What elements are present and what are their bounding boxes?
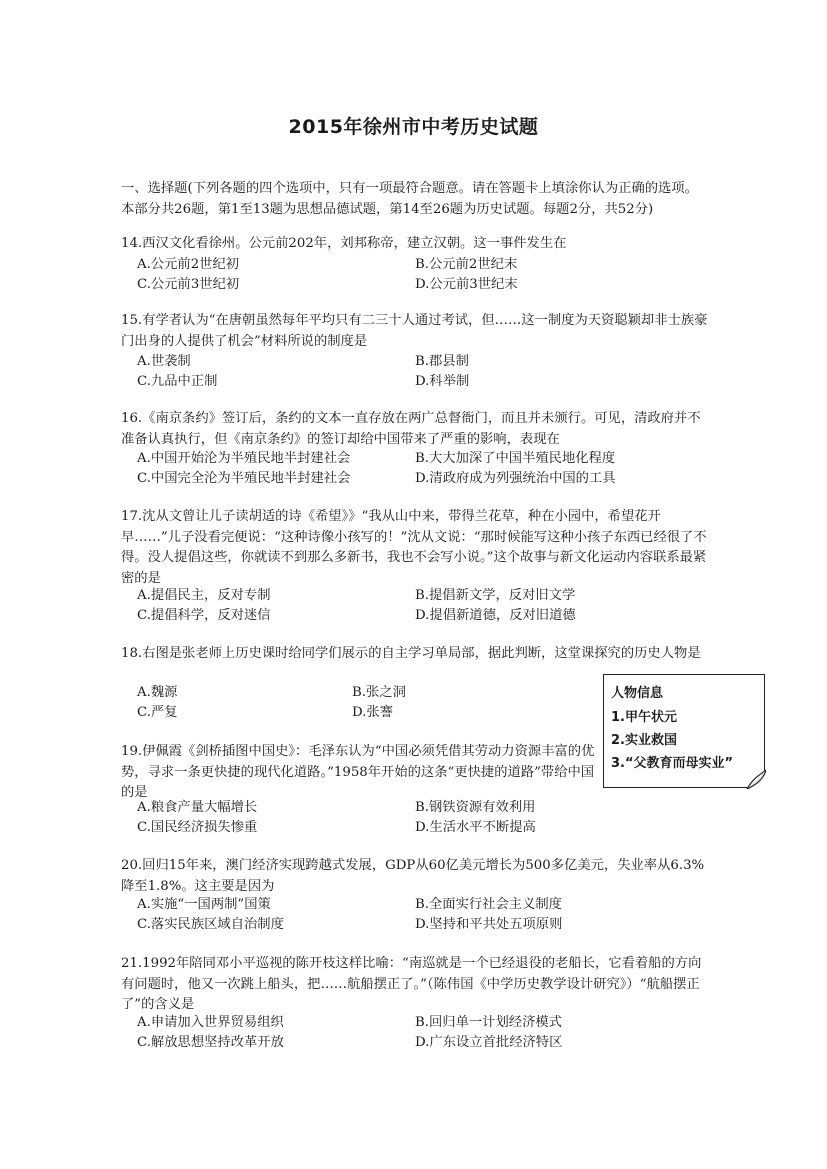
option-a: A.公元前2世纪初 — [137, 257, 240, 272]
option-b: B.郡县制 — [415, 354, 469, 369]
option-c: C.九品中正制 — [137, 374, 218, 390]
option-b: B.张之洞 — [352, 685, 406, 700]
question-17-options — [137, 586, 697, 626]
option-d: D.科举制 — [415, 374, 470, 390]
option-d: D.生活水平不断提高 — [415, 820, 536, 836]
option-c: C.公元前3世纪初 — [137, 277, 240, 293]
option-a: A.世袭制 — [137, 354, 191, 369]
option-a: A.魏源 — [137, 685, 178, 700]
option-c: C.严复 — [137, 705, 178, 721]
option-d: D.清政府成为列强统治中国的工具 — [415, 471, 616, 487]
option-b: B.回归单一计划经济模式 — [415, 1015, 562, 1030]
section-intro: 一、选择题(下列各题的四个选项中，只有一项最符合题意。请在答题卡上填涂你认为正确的选项。本部分共26题，第1至13题为思想品德试题，第14至26题为历史试题。每题2分，共52分) — [121, 181, 698, 217]
question-18-options — [137, 683, 567, 723]
option-d: D.坚持和平共处五项原则 — [415, 917, 563, 933]
question-17-stem: 17.沈从文曾让儿子读胡适的诗《希望》》“我从山中来，带得兰花草，种在小园中，希望花开早……”儿子没看完便说：“这种诗像小孩写的！”沈从文说：“那时候能写这种小孩子东西已经很了不得。没人提倡这些，你就读不到那么多新书，我也不会写小说。”这个故事与新文化运动内容联系最紧密的是 — [121, 509, 707, 586]
question-16-stem: 16.《南京条约》签订后，条约的文本一直存放在两广总督衙门，而且并未颁行。可见，清政府并不准备认真执行，但《南京条约》的签订却给中国带来了严重的影响，表现在 — [121, 411, 701, 447]
folded-corner-icon — [746, 769, 766, 789]
option-a: A.提倡民主，反对专制 — [137, 588, 271, 603]
question-19-options — [137, 798, 697, 838]
option-d: D.公元前3世纪末 — [415, 277, 518, 293]
info-card-title: 人物信息 — [611, 686, 664, 701]
option-d: D.广东设立首批经济特区 — [415, 1035, 563, 1051]
question-19-stem: 19.伊佩霞《剑桥插图中国史》：毛泽东认为“中国必须凭借其劳动力资源丰富的优势，寻求一条更快捷的现代化道路。”1958年开始的这条“更快捷的道路”带给中国的是 — [121, 744, 595, 801]
option-d: D.提倡新道德，反对旧道德 — [415, 608, 576, 624]
question-15-options — [137, 352, 697, 392]
option-b: B.全面实行社会主义制度 — [415, 897, 562, 912]
info-line-1: 1.甲午状元 — [611, 710, 677, 725]
option-a: A.申请加入世界贸易组织 — [137, 1015, 284, 1030]
option-b: B.大大加深了中国半殖民地化程度 — [415, 451, 616, 466]
option-a: A.粮食产量大幅增长 — [137, 800, 258, 815]
option-c: C.提倡科学，反对迷信 — [137, 608, 271, 624]
question-14-stem: 14.西汉文化看徐州。公元前202年，刘邦称帝，建立汉朝。这一事件发生在 — [121, 236, 567, 251]
option-a: A.实施“一国两制”国策 — [137, 897, 271, 912]
option-c: C.国民经济损失惨重 — [137, 820, 258, 836]
info-line-2: 2.实业救国 — [611, 733, 677, 748]
question-20-stem: 20.回归15年来，澳门经济实现跨越式发展，GDP从60亿美元增长为500多亿美元，失业率从6.3%降至1.8%。这主要是因为 — [121, 858, 705, 894]
question-21-options — [137, 1013, 697, 1053]
question-16-options — [137, 449, 697, 489]
option-b: B.钢铁资源有效利用 — [415, 800, 536, 815]
question-14-options — [137, 255, 697, 295]
option-a: A.中国开始沦为半殖民地半封建社会 — [137, 451, 351, 466]
option-b: B.公元前2世纪末 — [415, 257, 518, 272]
question-18-stem: 18.右图是张老师上历史课时给同学们展示的自主学习单局部，据此判断，这堂课探究的历史人物是 — [121, 646, 701, 661]
person-info-card — [603, 674, 765, 788]
option-c: C.中国完全沦为半殖民地半封建社会 — [137, 471, 351, 487]
option-b: B.提倡新文学，反对旧文学 — [415, 588, 576, 603]
option-c: C.解放思想坚持改革开放 — [137, 1035, 284, 1051]
question-15-stem: 15.有学者认为“在唐朝虽然每年平均只有二三十人通过考试，但……这一制度为天资聪颖却非士族豪门出身的人提供了机会”材料所说的制度是 — [121, 313, 708, 349]
question-20-options — [137, 895, 697, 935]
page-title: 2015年徐州市中考历史试题 — [288, 116, 539, 138]
question-21-stem: 21.1992年陪同邓小平巡视的陈开枝这样比喻：“南巡就是一个已经退役的老船长，它看着船的方向有问题时，他又一次跳上船头，把……航船摆正了。”（陈伟国《中学历史教学设计研究》）“航船摆正了”的含义是 — [121, 956, 702, 1013]
info-line-3: 3.“父教育而母实业” — [611, 756, 734, 771]
option-d: D.张謇 — [352, 705, 394, 721]
option-c: C.落实民族区域自治制度 — [137, 917, 284, 933]
